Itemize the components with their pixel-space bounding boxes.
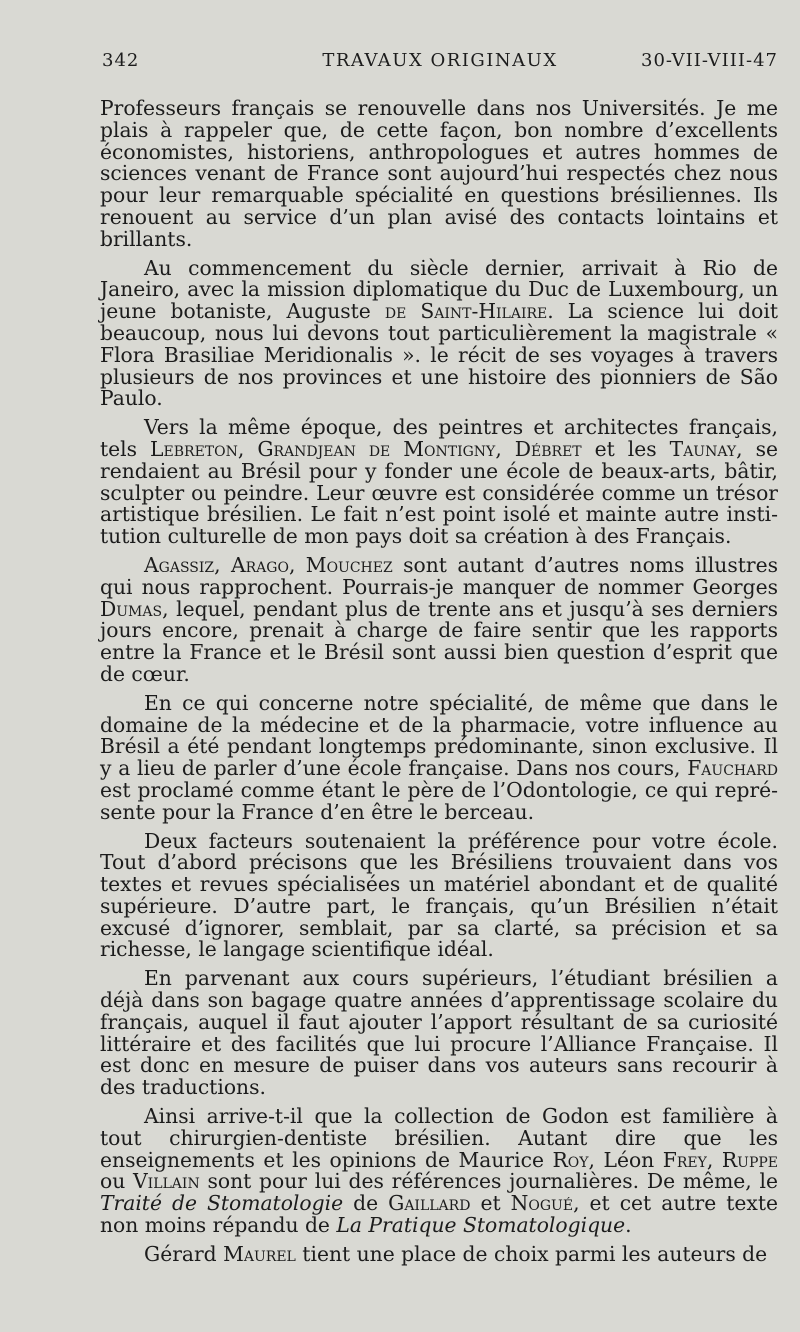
text-run: , bbox=[214, 552, 231, 577]
paragraph-5 bbox=[100, 690, 778, 824]
paragraph-1: Professeurs français se renouvelle dans nos Universités. Je me plais à rappeler que, de cette façon, bon nombre d’excellents économistes, historiens, anthropologues et autres hommes de sciences venant de France sont aujourd’hui respectés chez nous pour leur remarquable spécialité en questions brésiliennes. Ils renouent au service d’un plan avisé des contacts lointains et brillants. bbox=[100, 96, 778, 251]
article-body bbox=[100, 98, 778, 1273]
text-run: ou bbox=[100, 1169, 134, 1194]
text-run: , bbox=[288, 552, 306, 577]
text-run: Au commencement du siècle dernier, arrivait à Rio de Janeiro, avec la mission diplomatique du Duc de Luxembourg, un jeune botaniste, Auguste bbox=[100, 255, 778, 324]
text-run: et bbox=[470, 1191, 511, 1216]
author-name: Roy bbox=[552, 1147, 589, 1172]
paragraph-2 bbox=[100, 255, 779, 411]
author-name: Dumas bbox=[100, 596, 163, 621]
text-run: . bbox=[625, 1213, 632, 1238]
text-run: sont pour lui des références journalières. De même, le bbox=[199, 1169, 778, 1194]
text-run: , bbox=[706, 1147, 722, 1172]
author-name: Débret bbox=[514, 436, 582, 461]
text-run: , et cet autre texte non moins répandu de bbox=[100, 1191, 778, 1238]
author-name: Nogué bbox=[510, 1191, 574, 1216]
text-run: est proclamé comme étant le père de l’Odontologie, ce qui représente pour la France d’en être le berceau. bbox=[100, 777, 778, 824]
running-title: TRAVAUX ORIGINAUX bbox=[322, 50, 558, 71]
book-title: La Pratique Stomatologique bbox=[336, 1213, 626, 1238]
author-name: Fauchard bbox=[687, 756, 778, 781]
author-name: Lebreton bbox=[150, 436, 238, 461]
text-run: sont autant d’autres noms illustres qui nous rapprochent. Pourrais-je manquer de nommer Georges bbox=[100, 552, 779, 599]
text-run: , se rendaient au Brésil pour y fonder une école de beaux-arts, bâtir, sculpter ou peindre. Leur œuvre est considérée comme un trésor artistique brésilien. Le fait n’est point isolé et mainte autre institution culturelle de mon pays doit sa création à des Français. bbox=[100, 436, 779, 549]
author-name: Mouchez bbox=[305, 552, 393, 577]
book-title: Traité de Stomatologie bbox=[100, 1191, 344, 1216]
text-run: et les bbox=[581, 436, 670, 461]
author-name: Frey bbox=[662, 1147, 707, 1172]
author-name: Gaillard bbox=[388, 1191, 471, 1216]
author-name: Taunay bbox=[669, 436, 737, 461]
paragraph-6: Deux facteurs soutenaient la préférence pour votre école. Tout d’abord précisons que les Brésiliens trouvaient dans vos textes et revues spécialisées un matériel abondant et de qualité supérieure. D’autre part, le français, qu’un Brésilien n’était excusé d’ignorer, semblait, par sa clarté, sa précision et sa richesse, le langage scientifique idéal. bbox=[100, 828, 778, 962]
author-name: Arago bbox=[230, 552, 289, 577]
paragraph-9 bbox=[100, 1241, 778, 1266]
paragraph-4 bbox=[100, 552, 779, 686]
text-run: , lequel, pendant plus de trente ans et jusqu’à ses derniers jours encore, prenait à charge de faire sentir que les rapports entre la France et le Brésil sont aussi bien question d’esprit que de cœur. bbox=[100, 596, 778, 686]
text-run: Gérard bbox=[144, 1241, 224, 1266]
author-name: Grandjean de Montigny bbox=[257, 436, 496, 461]
text-run: , Léon bbox=[588, 1147, 663, 1172]
text-run: Vers la même époque, des peintres et architectes français, tels bbox=[100, 415, 778, 461]
author-name: Agassiz bbox=[144, 552, 215, 577]
paragraph-3 bbox=[100, 417, 778, 548]
text-run: , bbox=[237, 436, 258, 461]
text-run: , bbox=[495, 436, 515, 461]
issue-date: 30-VII-VIII-47 bbox=[641, 50, 778, 71]
author-name: Maurel bbox=[223, 1241, 296, 1266]
text-run: Ainsi arrive-t-il que la collection de Godon est familière à tout chirurgien-dentiste brésilien. Autant dire que les enseignements et les opinions de Maurice bbox=[100, 1104, 778, 1172]
author-name: Ruppe bbox=[721, 1147, 779, 1172]
author-name: de Saint-Hilaire bbox=[384, 299, 548, 324]
text-run: de bbox=[343, 1191, 389, 1216]
running-header bbox=[102, 50, 778, 76]
paragraph-7: En parvenant aux cours supérieurs, l’étudiant brésilien a déjà dans son bagage quatre années d’apprentissage scolaire du français, auquel il faut ajouter l’apport résultant de sa curiosité littéraire et des facilités que lui procure l’Alliance Française. Il est donc en mesure de puiser dans vos auteurs sans recourir à des traductions. bbox=[100, 966, 778, 1100]
paragraph-8 bbox=[100, 1106, 778, 1237]
text-run: . La science lui doit beaucoup, nous lui devons tout particulièrement la magistrale « Flora Brasiliae Meridionalis ». le récit de ses voyages à travers plusieurs de nos provinces et une histoire des pionniers de São Paulo. bbox=[100, 299, 779, 411]
text-run: En ce qui concerne notre spécialité, de même que dans le domaine de la médecine et de la pharmacie, votre influence au Brésil a été pendant longtemps prédominante, sinon exclusive. Il y a lieu de parler d’une école française. Dans nos cours, bbox=[100, 690, 778, 781]
text-run: tient une place de choix parmi les auteurs de bbox=[295, 1241, 768, 1266]
author-name: Villain bbox=[133, 1169, 200, 1194]
page-number: 342 bbox=[102, 50, 140, 71]
